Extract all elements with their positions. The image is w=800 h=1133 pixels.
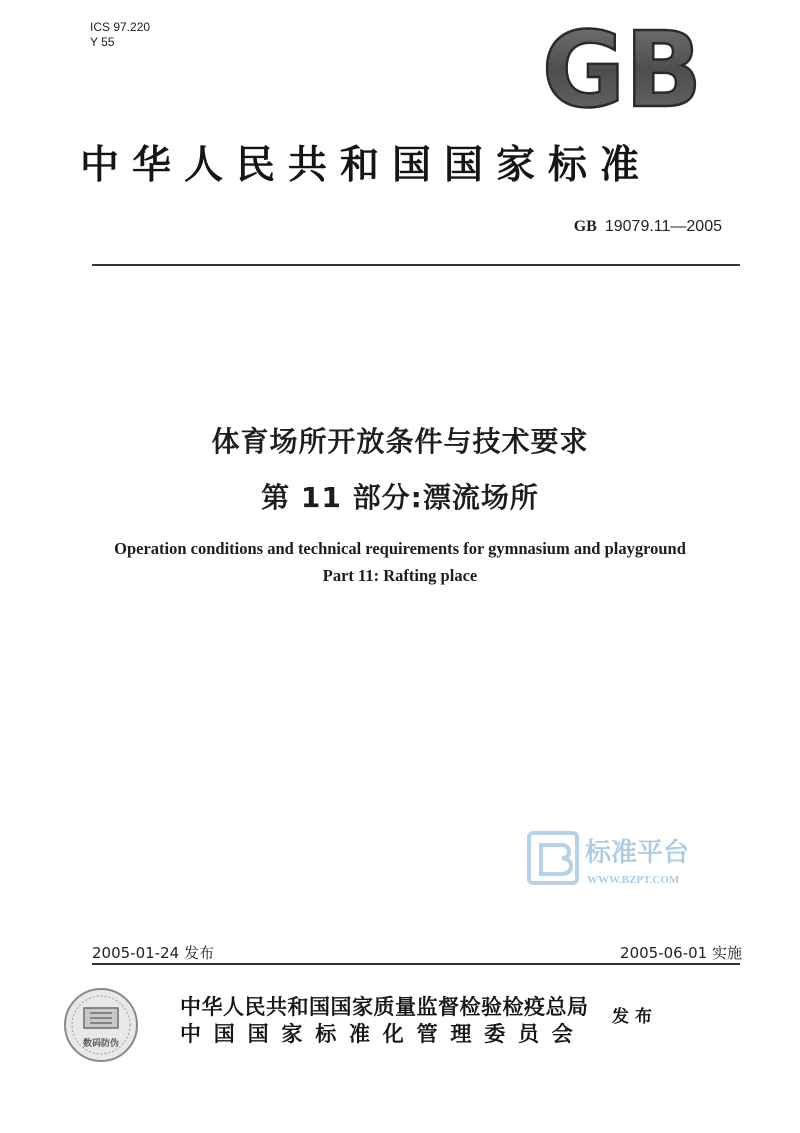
english-title-line2: Part 11: Rafting place	[322, 566, 478, 585]
standard-prefix: GB	[573, 218, 597, 235]
issuer-line1: 中华人民共和国国家质量监督检验检疫总局	[180, 995, 589, 1019]
gb-logo-icon	[538, 18, 706, 118]
publish-label: 发布	[612, 1007, 658, 1027]
watermark-b-icon	[529, 833, 577, 883]
standard-code: 19079.11—2005	[604, 218, 722, 235]
chinese-title-line1: 体育场所开放条件与技术要求	[211, 425, 589, 458]
gb-logo-text: GB	[542, 18, 702, 118]
header-divider	[92, 264, 740, 266]
watermark-url-text: WWW.BZPT.COM	[587, 874, 680, 886]
watermark-cn-text: 标准平台	[585, 838, 690, 868]
national-standard-title: 中华人民共和国国家标准	[80, 143, 653, 188]
issue-date: 2005-01-24 发布	[92, 944, 214, 962]
anti-counterfeit-seal-icon	[62, 986, 140, 1064]
effective-date: 2005-06-01 实施	[620, 944, 742, 962]
footer-divider	[92, 963, 740, 965]
issuer-line2: 中国国家标准化管理委员会	[180, 1022, 586, 1046]
seal-text: 数码防伪	[82, 1039, 120, 1049]
ics-code: ICS 97.220	[90, 20, 151, 34]
english-title-line1: Operation conditions and technical requirements for gymnasium and playground	[114, 539, 686, 558]
classification-codes	[90, 20, 150, 50]
watermark-logo	[527, 829, 737, 889]
chinese-title-line2: 第 11 部分:漂流场所	[261, 481, 539, 514]
class-code: Y 55	[90, 35, 115, 49]
standard-number	[574, 218, 722, 236]
